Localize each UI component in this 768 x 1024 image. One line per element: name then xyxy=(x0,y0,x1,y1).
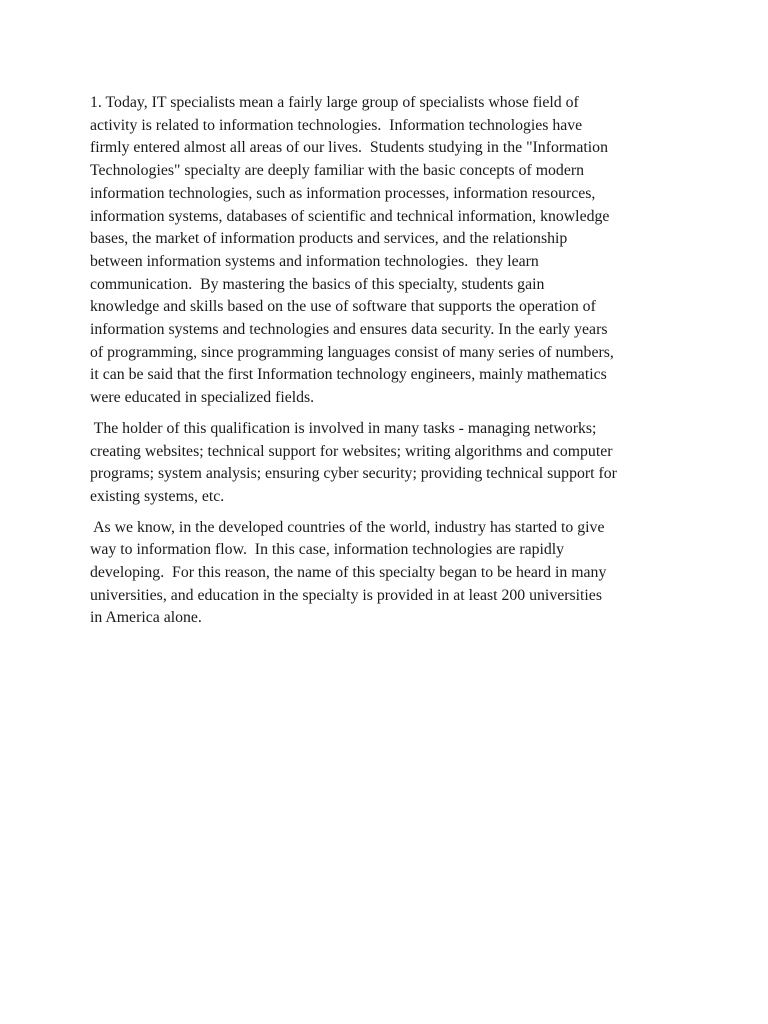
paragraph-it-specialists xyxy=(90,92,690,410)
text-line: firmly entered almost all areas of our lives. Students studying in the "Information xyxy=(90,139,608,157)
paragraph-developed-countries xyxy=(90,517,690,631)
text-line: in America alone. xyxy=(90,609,202,627)
text-line: information technologies, such as information processes, information resources, xyxy=(90,184,596,202)
text-line: it can be said that the first Information technology engineers, mainly mathematics xyxy=(90,366,607,384)
text-line: As we know, in the developed countries of the world, industry has started to give xyxy=(90,518,605,536)
text-line: The holder of this qualification is involved in many tasks - managing networks; xyxy=(90,419,597,437)
text-line: knowledge and skills based on the use of software that supports the operation of xyxy=(90,298,596,316)
text-line: between information systems and information technologies. they learn xyxy=(90,252,539,270)
text-line: information systems and technologies and ensures data security. In the early years xyxy=(90,321,608,339)
text-line: were educated in specialized fields. xyxy=(90,389,315,407)
text-line: bases, the market of information products and services, and the relationship xyxy=(90,230,568,248)
text-line: communication. By mastering the basics of this specialty, students gain xyxy=(90,275,545,293)
document-body xyxy=(90,92,690,638)
text-line: universities, and education in the specialty is provided in at least 200 universities xyxy=(90,586,602,604)
text-line: 1. Today, IT specialists mean a fairly large group of specialists whose field of xyxy=(90,94,579,111)
text-line: existing systems, etc. xyxy=(90,487,225,505)
text-line: programs; system analysis; ensuring cyber security; providing technical support for xyxy=(90,465,617,483)
text-line: of programming, since programming languages consist of many series of numbers, xyxy=(90,343,614,361)
paragraph-qualification-tasks xyxy=(90,418,690,509)
text-line: activity is related to information technologies. Information technologies have xyxy=(90,116,583,134)
text-line: creating websites; technical support for websites; writing algorithms and computer xyxy=(90,442,613,460)
text-line: way to information flow. In this case, information technologies are rapidly xyxy=(90,541,565,559)
text-line: information systems, databases of scientific and technical information, knowledge xyxy=(90,207,610,225)
text-line: Technologies" specialty are deeply familiar with the basic concepts of modern xyxy=(90,162,584,180)
text-line: developing. For this reason, the name of this specialty began to be heard in many xyxy=(90,564,607,582)
